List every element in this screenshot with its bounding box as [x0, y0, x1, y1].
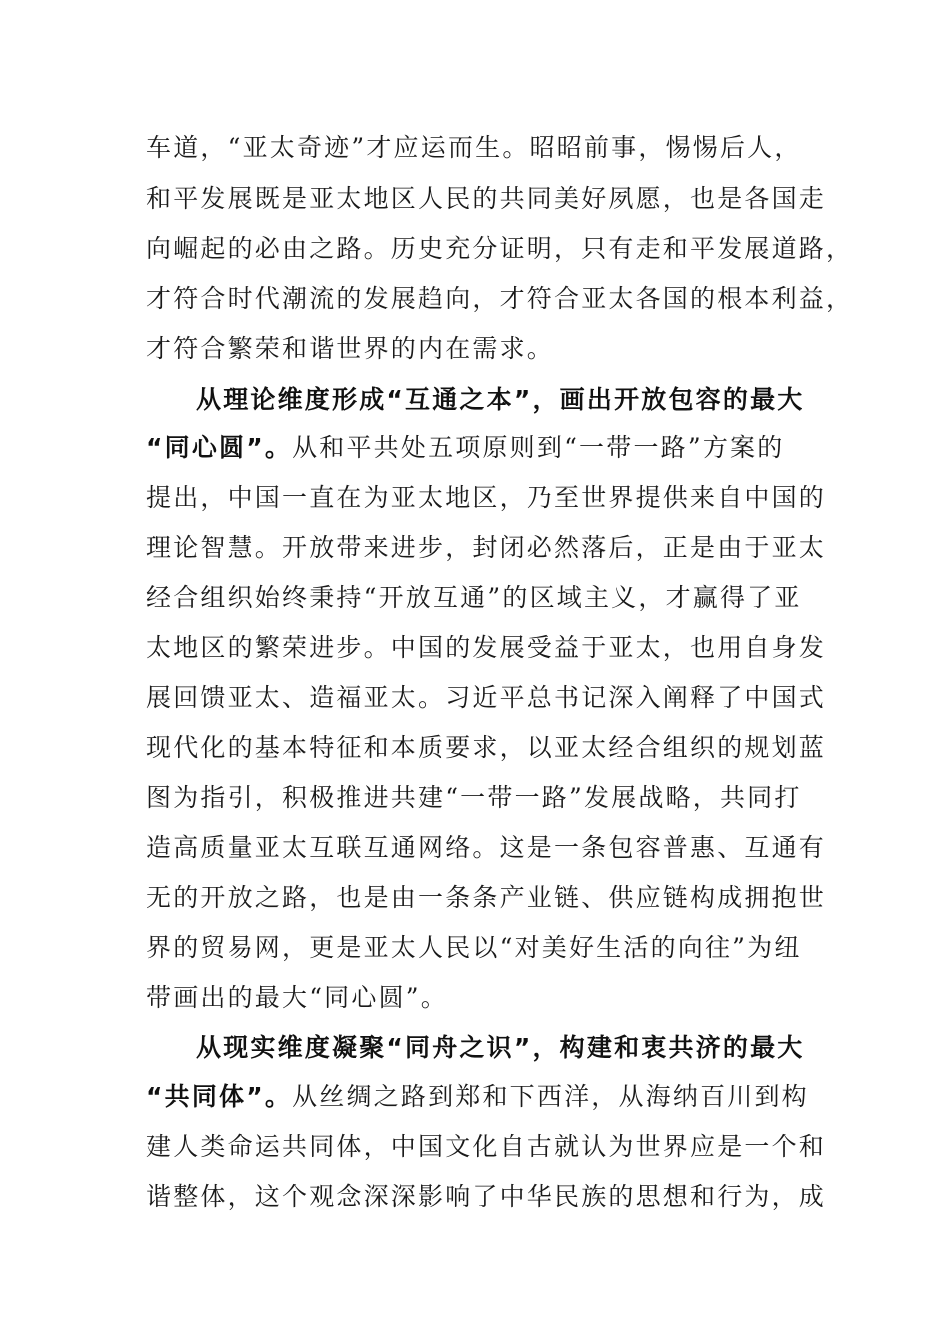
- text-line: 现代化的基本特征和本质要求，以亚太经合组织的规划蓝: [146, 733, 827, 762]
- text-line: 造高质量亚太互联互通网络。这是一条包容普惠、互通有: [146, 833, 827, 862]
- section-heading: 从现实维度凝聚“同舟之识”，构建和衷共济的最大: [196, 1033, 805, 1062]
- section-heading: 从理论维度形成“互通之本”，画出开放包容的最大: [196, 385, 805, 414]
- text-line: 经合组织始终秉持“开放互通”的区域主义，才赢得了亚: [146, 583, 802, 612]
- text-line-rest: 从丝绸之路到郑和下西洋，从海纳百川到构: [292, 1082, 809, 1111]
- text-line: 向崛起的必由之路。历史充分证明，只有走和平发展道路，: [146, 234, 854, 263]
- text-line: 展回馈亚太、造福亚太。习近平总书记深入阐释了中国式: [146, 683, 827, 712]
- text-line: 理论智慧。开放带来进步，封闭必然落后，正是由于亚太: [146, 533, 827, 562]
- text-line: 图为指引，积极推进共建“一带一路”发展战略，共同打: [146, 783, 802, 812]
- text-line: 建人类命运共同体，中国文化自古就认为世界应是一个和: [146, 1132, 827, 1161]
- text-line: [146, 423, 806, 473]
- text-line: 才符合繁荣和谐世界的内在需求。: [146, 334, 555, 363]
- section-heading-continued: “同心圆”。: [146, 433, 293, 462]
- text-line: 车道，“亚太奇迹”才应运而生。昭昭前事，惕惕后人，: [146, 133, 802, 162]
- text-line: 带画出的最大“同心圆”。: [146, 983, 448, 1012]
- text-line: [146, 1072, 809, 1122]
- text-line: 太地区的繁荣进步。中国的发展受益于亚太，也用自身发: [146, 633, 827, 662]
- text-line: 提出，中国一直在为亚太地区，乃至世界提供来自中国的: [146, 483, 827, 512]
- text-line-rest: 从和平共处五项原则到“一带一路”方案的: [292, 433, 785, 462]
- section-heading-continued: “共同体”。: [146, 1082, 293, 1111]
- text-line: 才符合时代潮流的发展趋向，才符合亚太各国的根本利益，: [146, 284, 854, 313]
- text-line: 无的开放之路，也是由一条条产业链、供应链构成拥抱世: [146, 883, 827, 912]
- text-line: 界的贸易网，更是亚太人民以“对美好生活的向往”为纽: [146, 933, 802, 962]
- text-line: 和平发展既是亚太地区人民的共同美好夙愿，也是各国走: [146, 184, 827, 213]
- text-line: 谐整体，这个观念深深影响了中华民族的思想和行为，成: [146, 1182, 827, 1211]
